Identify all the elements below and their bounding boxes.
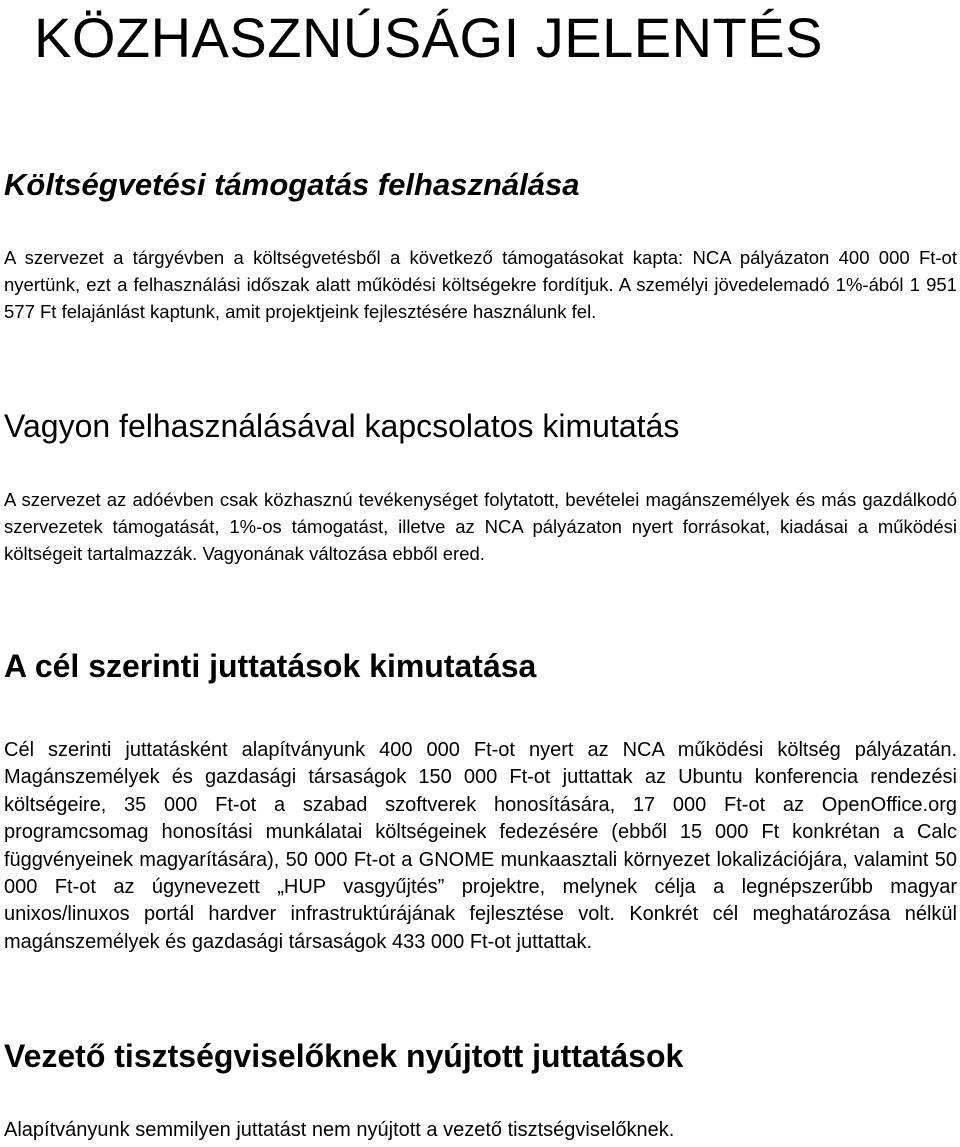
section-heading-executive-benefits: Vezető tisztségviselőknek nyújtott juttatások — [4, 1038, 684, 1074]
section-heading-purpose-grants: A cél szerinti juttatások kimutatása — [4, 648, 537, 684]
section-body-asset-usage: A szervezet az adóévben csak közhasznú tevékenységet folytatott, bevételei magánszemélyek és más gazdálkodó szervezetek támogatását, 1%-os támogatást, illetve az NCA pályázaton nyert forrásokat, kiadásai a működési költségeit tartalmazzák. Vagyonának változása ebből ered. — [4, 489, 957, 564]
section-heading-budget-support: Költségvetési támogatás felhasználása — [4, 167, 580, 202]
section-heading-asset-usage: Vagyon felhasználásával kapcsolatos kimutatás — [4, 408, 680, 444]
section-body-budget-support: A szervezet a tárgyévben a költségvetésből a következő támogatásokat kapta: NCA pályázaton 400 000 Ft-ot nyertünk, ezt a felhasználási időszak alatt működési költségekre fordítjuk. A személyi jövedelemadó 1%-ából 1 951 577 Ft felajánlást kaptunk, amit projektjeink fejlesztésére használunk fel. — [4, 247, 957, 322]
section-body-purpose-grants: Cél szerinti juttatásként alapítványunk 400 000 Ft-ot nyert az NCA működési költség pályázatán. Magánszemélyek és gazdasági társaságok 150 000 Ft-ot juttattak az Ubuntu konferencia rendezési költségeire, 35 000 Ft-ot a szabad szoftverek honosítására, 17 000 Ft-ot az OpenOffice.org programcsomag honosítási munkálatai költségeinek fedezésére (ebből 15 000 Ft konkrétan a Calc függvényeinek magyarítására), 50 000 Ft-ot a GNOME munkaasztali környezet lokalizációjára, valamint 50 000 Ft-ot az úgynevezett „HUP vasgyűjtés” projektre, melynek célja a legnépszerűbb magyar unixos/linuxos portál hardver infrastruktúrájának fejlesztése volt. Konkrét cél meghatározása nélkül magánszemélyek és gazdasági társaságok 433 000 Ft-ot juttattak. — [4, 739, 957, 953]
document-title: KÖZHASZNÚSÁGI JELENTÉS — [34, 6, 823, 69]
section-body-executive-benefits: Alapítványunk semmilyen juttatást nem nyújtott a vezető tisztségviselőknek. — [4, 1119, 675, 1141]
